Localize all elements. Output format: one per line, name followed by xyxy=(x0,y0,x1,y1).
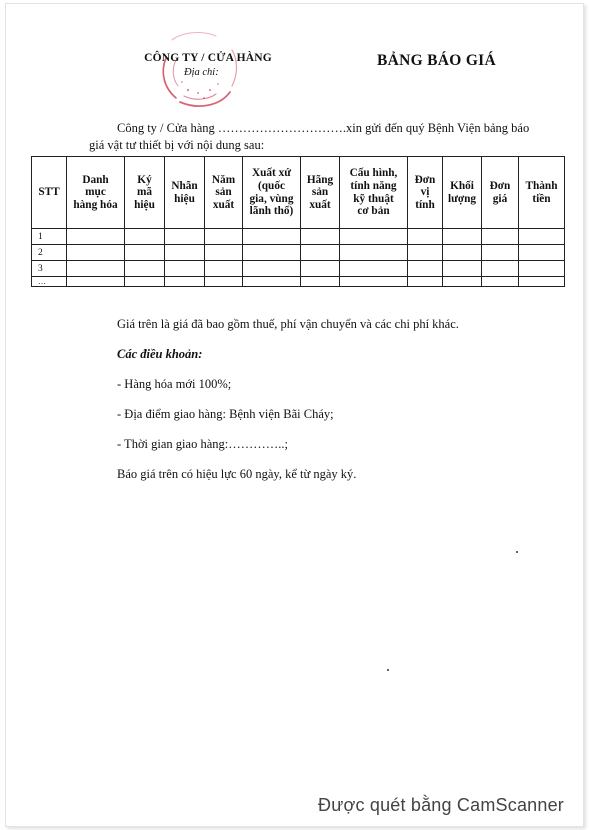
header-item-category: Danh mục hàng hóa xyxy=(67,157,125,229)
header-manufacturer: Hãng sản xuất xyxy=(301,157,340,229)
scan-speck xyxy=(387,669,389,671)
intro-line-2: giá vật tư thiết bị với nội dung sau: xyxy=(89,138,265,152)
terms-title: Các điều khoản: xyxy=(117,347,203,361)
row-number: 3 xyxy=(32,261,67,277)
quotation-table xyxy=(31,156,565,287)
header-quantity: Khối lượng xyxy=(443,157,482,229)
validity-note: Báo giá trên có hiệu lực 60 ngày, kể từ ngày ký. xyxy=(117,467,357,481)
scan-speck xyxy=(516,551,518,553)
table-header-row xyxy=(32,157,565,229)
row-number: … xyxy=(32,277,67,287)
company-label: CÔNG TY / CỬA HÀNG xyxy=(144,52,272,64)
term-new-goods: - Hàng hóa mới 100%; xyxy=(117,377,232,391)
address-label: Địa chỉ: xyxy=(184,67,219,78)
table-row xyxy=(32,245,565,261)
header-unit: Đơn vị tính xyxy=(408,157,443,229)
intro-line-1: Công ty / Cửa hàng ………………………….xin gửi đến quý Bệnh Viện bảng báo xyxy=(117,121,530,135)
header-year: Năm sản xuất xyxy=(205,157,243,229)
camscanner-watermark: Được quét bằng CamScanner xyxy=(318,795,564,815)
document-title: BẢNG BÁO GIÁ xyxy=(377,52,497,69)
header-stt: STT xyxy=(32,157,67,229)
row-number: 2 xyxy=(32,245,67,261)
header-brand: Nhãn hiệu xyxy=(165,157,205,229)
row-number: 1 xyxy=(32,229,67,245)
price-note: Giá trên là giá đã bao gồm thuế, phí vận chuyển và các chi phí khác. xyxy=(117,317,459,331)
header-origin: Xuất xứ (quốc gia, vùng lãnh thổ) xyxy=(243,157,301,229)
term-delivery-time: - Thời gian giao hàng:…………..; xyxy=(117,437,288,451)
table-row xyxy=(32,277,565,287)
header-code: Ký mã hiệu xyxy=(125,157,165,229)
header-total: Thành tiền xyxy=(519,157,565,229)
term-delivery-location: - Địa điểm giao hàng: Bệnh viện Bãi Cháy; xyxy=(117,407,334,421)
table-row xyxy=(32,261,565,277)
header-specs: Cấu hình, tính năng kỹ thuật cơ bản xyxy=(340,157,408,229)
table-row xyxy=(32,229,565,245)
header-unit-price: Đơn giá xyxy=(482,157,519,229)
